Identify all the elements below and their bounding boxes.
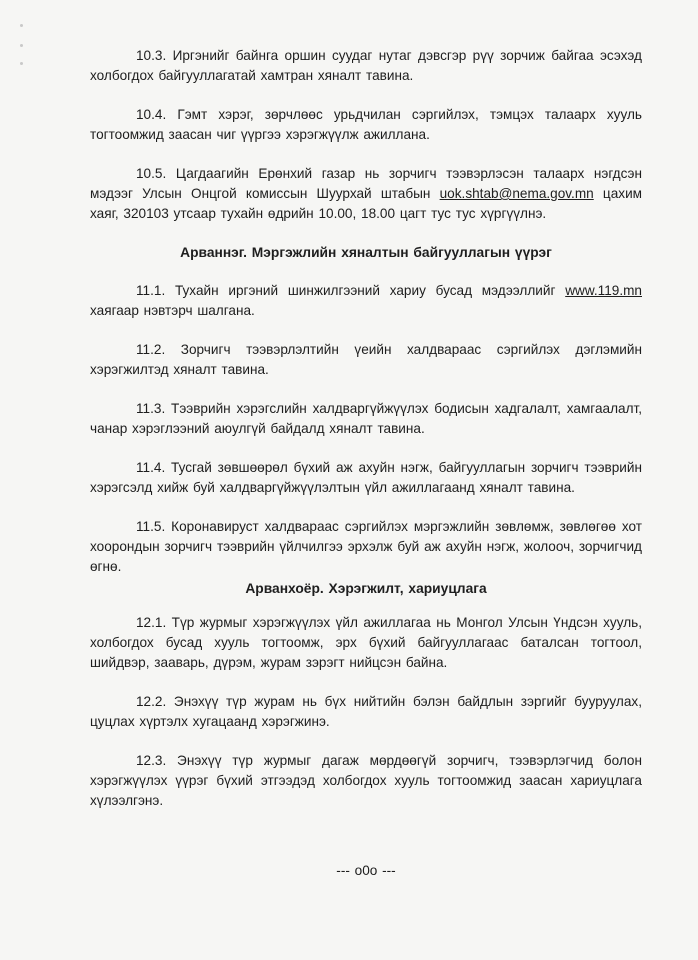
paragraph-11-2 xyxy=(90,340,642,380)
paragraph-12-3 xyxy=(90,751,642,811)
document-body xyxy=(90,46,642,881)
paragraph-12-2 xyxy=(90,692,642,732)
paragraph-text: 10.3. Иргэнийг байнга оршин суудаг нутаг дэвсгэр рүү зорчиж байгаа эсэхэд холбогдох байгууллагатай хамтран хяналт тавина. xyxy=(90,48,642,83)
paragraph-11-1 xyxy=(90,281,642,321)
margin-mark xyxy=(20,24,23,27)
email-link[interactable]: uok.shtab@nema.gov.mn xyxy=(439,186,594,201)
paragraph-10-5 xyxy=(90,164,642,224)
paragraph-text: 12.2. Энэхүү түр журам нь бүх нийтийн бэлэн байдлын зэргийг бууруулах, цуцлах хүртэлх хугацаанд хэрэгжинэ. xyxy=(90,694,642,729)
margin-mark xyxy=(20,62,23,65)
paragraph-12-1 xyxy=(90,613,642,673)
paragraph-10-3 xyxy=(90,46,642,86)
section-12-heading: Арванхоёр. Хэрэгжилт, хариуцлага xyxy=(245,581,487,596)
paragraph-11-4 xyxy=(90,458,642,498)
paragraph-text: 10.5. Цагдаагийн Ерөнхий газар нь зорчигч тээвэрлэсэн талаарх нэгдсэн мэдээг Улсын Онцгой комиссын Шуурхай штабын xyxy=(90,166,642,201)
paragraph-text: хаягаар нэвтэрч шалгана. xyxy=(90,303,255,318)
paragraph-10-4 xyxy=(90,105,642,145)
margin-mark xyxy=(20,44,23,47)
section-11-heading: Арваннэг. Мэргэжлийн хяналтын байгууллагын үүрэг xyxy=(180,245,552,260)
paragraph-11-3 xyxy=(90,399,642,439)
document-end-mark: --- o0o --- xyxy=(336,863,396,878)
website-link[interactable]: www.119.mn xyxy=(565,283,642,298)
paragraph-text: 11.2. Зорчигч тээвэрлэлтийн үеийн халдвараас сэргийлэх дэглэмийн хэрэгжилтэд хяналт тавина. xyxy=(90,342,642,377)
paragraph-11-5 xyxy=(90,517,642,577)
paragraph-text: 12.3. Энэхүү түр журмыг дагаж мөрдөөгүй зорчигч, тээвэрлэгчид болон хэрэгжүүлэх үүрэг бүхий этгээдэд холбогдох хууль тогтоомжид заасан хариуцлага хүлээлгэнэ. xyxy=(90,753,642,808)
paragraph-text: 11.5. Коронавируст халдвараас сэргийлэх мэргэжлийн зөвлөмж, зөвлөгөө хот хоорондын зорчигч тээврийн үйлчилгээ эрхэлж буй аж ахуйн нэгж, жолооч, зорчигчид өгнө. xyxy=(90,519,642,574)
paragraph-text: 11.3. Тээврийн хэрэгслийн халдваргүйжүүлэх бодисын хадгалалт, хамгаалалт, чанар хэрэглээний аюулгүй байдалд хяналт тавина. xyxy=(90,401,642,436)
paragraph-text: 12.1. Түр журмыг хэрэгжүүлэх үйл ажиллагаа нь Монгол Улсын Үндсэн хууль, холбогдох бусад хууль тогтоомж, эрх бүхий байгууллагаас баталсан тогтоол, шийдвэр, зааварь, дүрэм, журам зэрэгт нийцсэн байна. xyxy=(90,615,642,670)
paragraph-text: 11.1. Тухайн иргэний шинжилгээний хариу бусад мэдээллийг xyxy=(136,283,566,298)
paragraph-text: 11.4. Тусгай зөвшөөрөл бүхий аж ахуйн нэгж, байгууллагын зорчигч тээврийн хэрэгсэлд хийж буй халдваргүйжүүлэлтын үйл ажиллагаанд хяналт тавина. xyxy=(90,460,642,495)
paragraph-text: 10.4. Гэмт хэрэг, зөрчлөөс урьдчилан сэргийлэх, тэмцэх талаарх хууль тогтоомжид заасан чиг үүргээ хэрэгжүүлж ажиллана. xyxy=(90,107,642,142)
paragraph-text: цахим хаяг, 320103 утсаар тухайн өдрийн 10.00, 18.00 цагт тус тус хүргүүлнэ. xyxy=(90,186,643,221)
